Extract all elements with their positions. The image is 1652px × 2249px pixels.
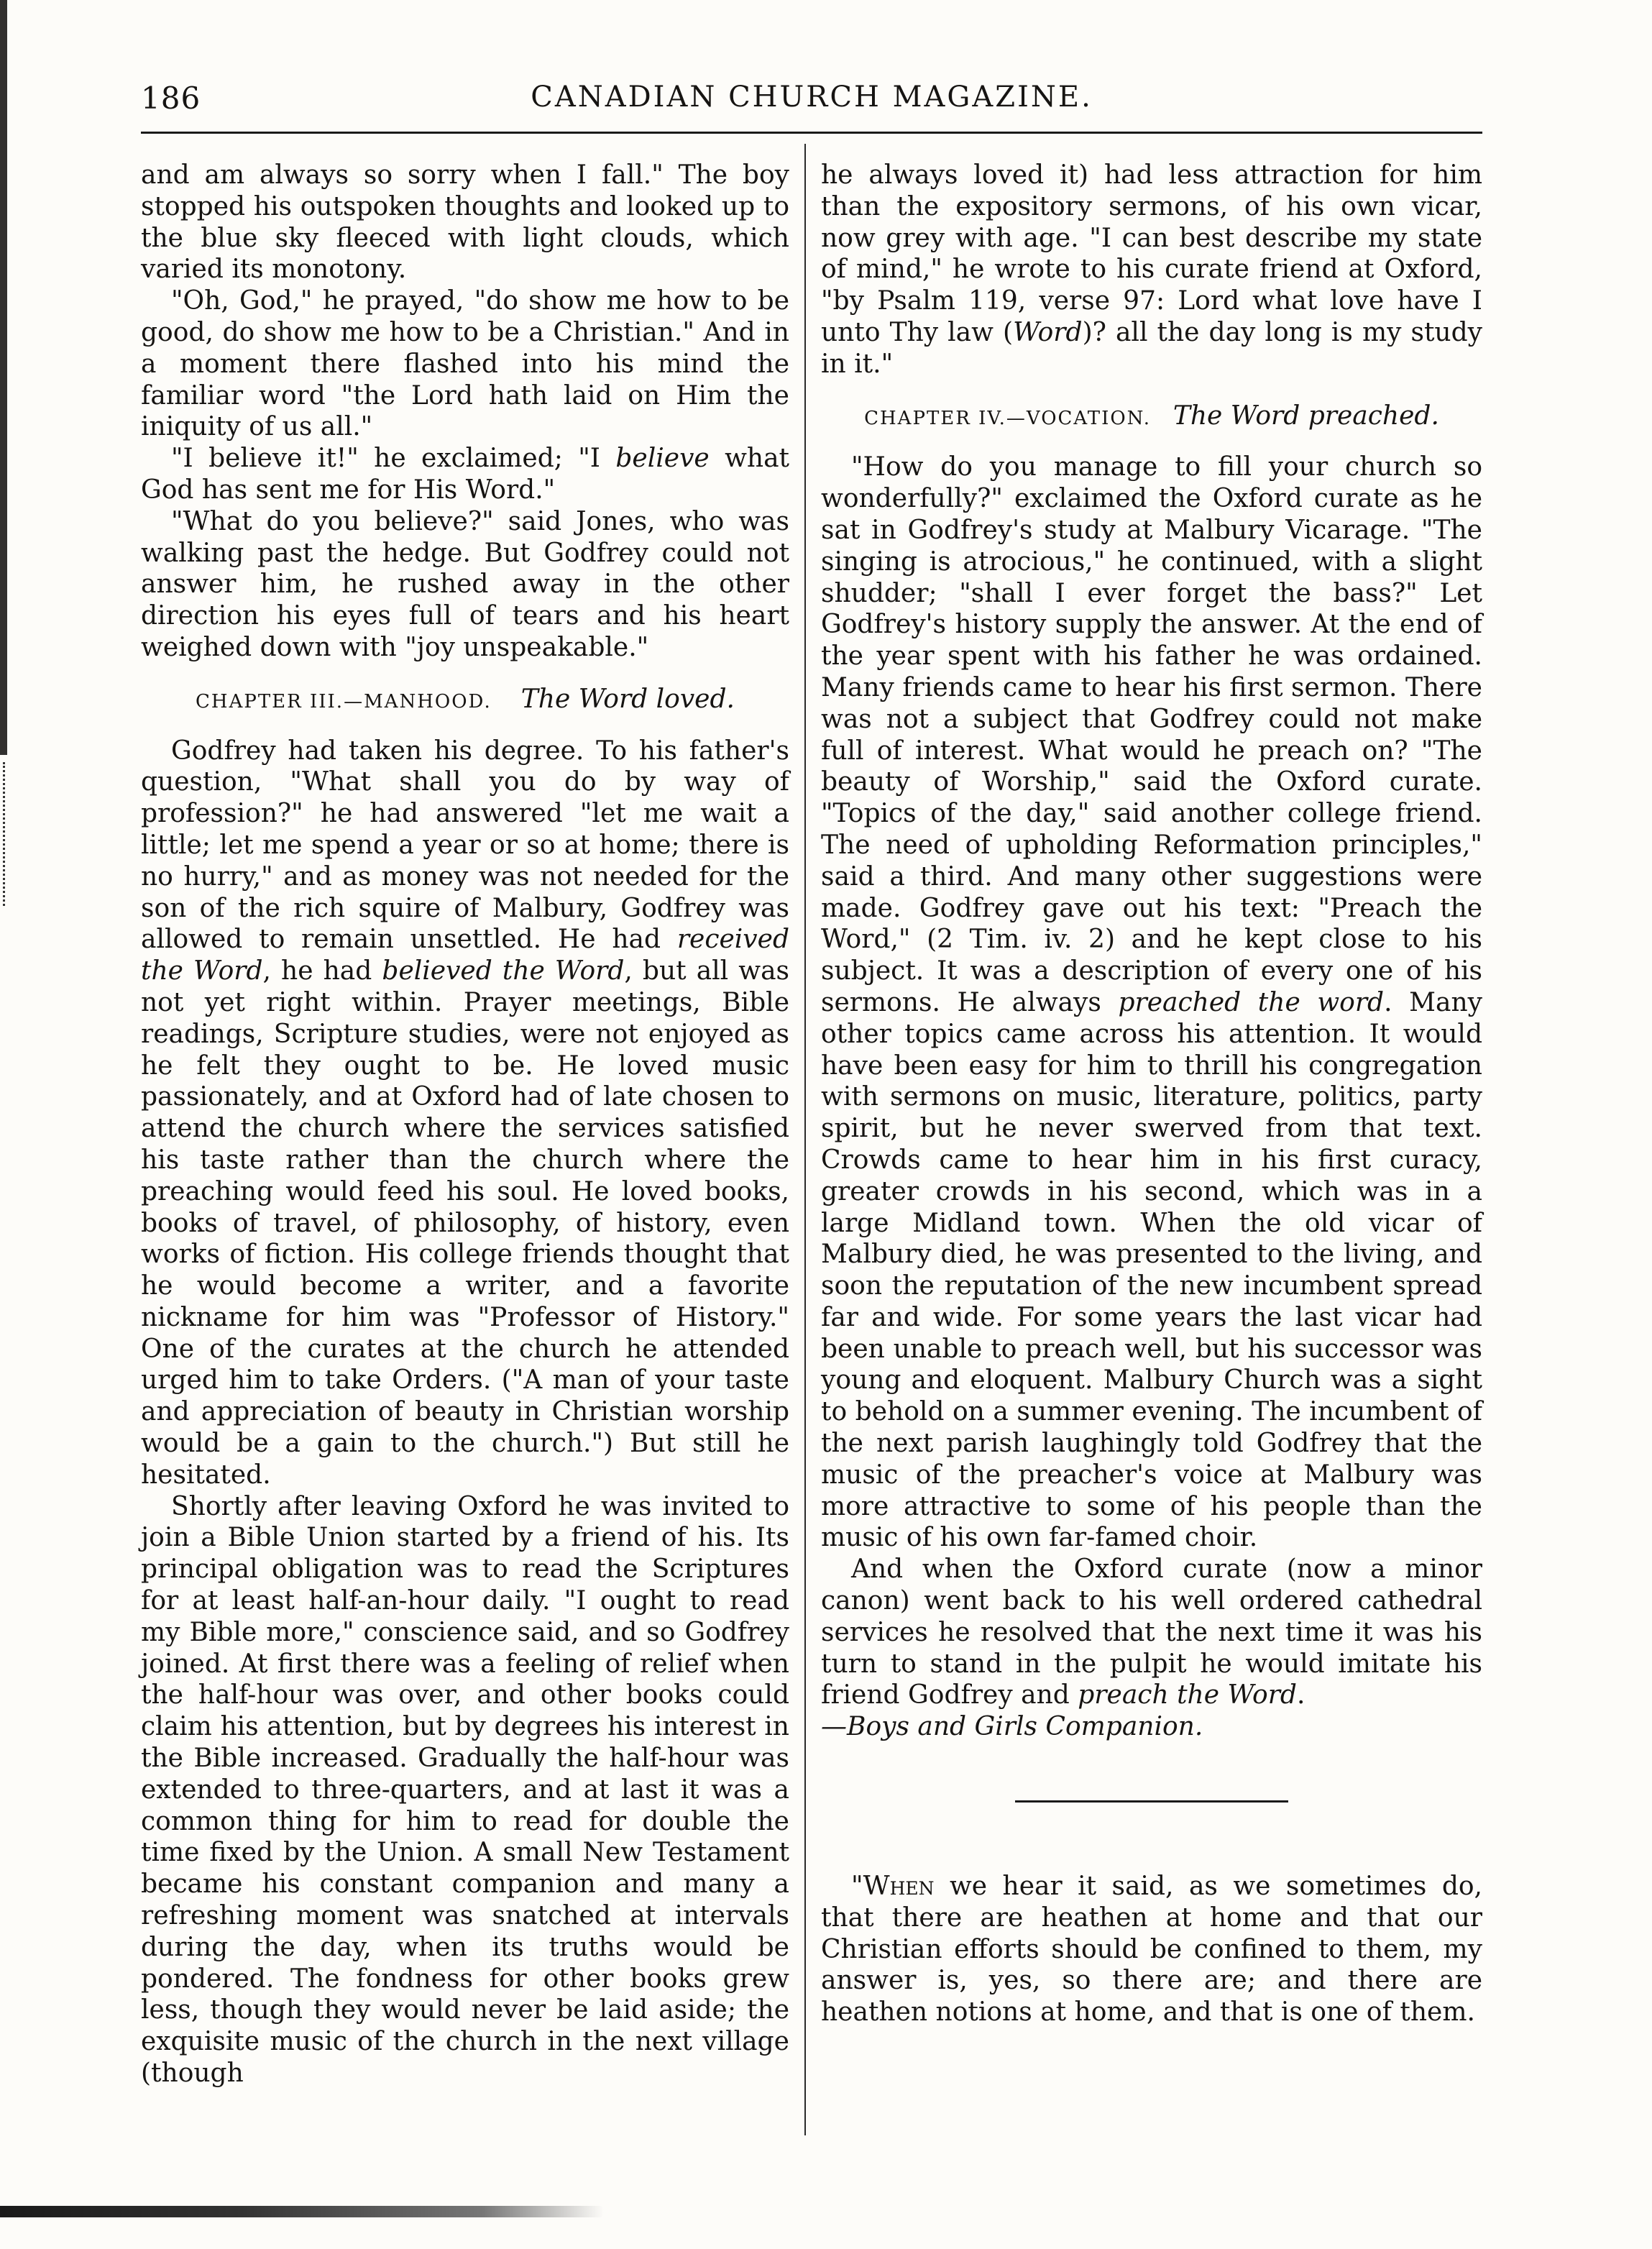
chapter-heading <box>141 684 789 718</box>
text-run: , he had <box>262 956 382 986</box>
paragraph <box>141 736 789 1491</box>
text-run: . Many other topics came across his attention. It would have been easy for him to thrill his congregation with sermons on music, literature, politics, party spirit, but he never swerved from that text. Crowds came to hear him in his first curacy, greater crowds in his second, which was in a large Midland town. When the old vicar of Malbury died, he was presented to the living, and soon the reputation of the new incumbent spread far and wide. For some years the last vicar had been unable to preach well, but his successor was young and eloquent. Malbury Church was a sight to behold on a summer evening. The incumbent of the next parish laughingly told Godfrey that the music of the preacher's voice at Malbury was more attractive to some of his people than the music of his own far-famed choir. <box>821 987 1483 1553</box>
text-run: "How do you manage to fill your church so wonderfully?" exclaimed the Oxford curate as he sat in Godfrey's study at Malbury Vicarage. "The singing is atrocious," he continued, with a slight shudder; "shall I ever forget the bass?" Let Godfrey's history supply the answer. At the end of the year spent with his father he was ordained. Many friends came to hear his first sermon. There was not a subject that Godfrey could not make full of interest. What would he preach on? "The beauty of Worship," said the Oxford curate. "Topics of the day," said another college friend. The need of upholding Reformation principles," said a third. And many other suggestions were made. Godfrey gave out his text: "Preach the Word," (2 Tim. iv. 2) and he kept close to his subject. It was a description of every one of his sermons. He always <box>821 452 1482 1017</box>
quote-mark: " <box>851 1872 863 1902</box>
text-run: And when the Oxford curate (now a minor canon) went back to his well ordered cathedral services he resolved that the next time it was his turn to stand in the pulpit he would imitate his friend Godfrey and <box>821 1554 1482 1710</box>
paragraph <box>821 160 1482 380</box>
page-edge-specks <box>3 762 8 906</box>
text-run: Godfrey had taken his degree. To his father's question, "What shall you do by way of profession?" he had answered "let me wait a little; let me spend a year or so at home; there is no hurry," and as money was not needed for the son of the rich squire of Malbury, Godfrey was allowed to remain unsettled. He had <box>141 736 789 955</box>
chapter-heading <box>821 400 1482 435</box>
paragraph: "What do you believe?" said Jones, who was walking past the hedge. But Godfrey could not answer him, he rushed away in the other direction his eyes full of tears and his heart weighed down with "joy unspeakable." <box>141 506 789 662</box>
source-credit-text: —Boys and Girls Companion. <box>821 1712 1203 1742</box>
emphasis: preach the Word <box>1078 1680 1297 1710</box>
column-divider <box>804 144 806 2135</box>
magazine-title: CANADIAN CHURCH MAGAZINE. <box>531 81 1093 114</box>
text-run: what God has sent me for His Word." <box>141 444 790 505</box>
paragraph <box>821 452 1482 1554</box>
emphasis: believe <box>615 444 710 474</box>
chapter-title: The Word preached. <box>1173 400 1439 431</box>
page-edge-shadow <box>0 0 7 755</box>
emphasis: received the Word <box>141 925 789 986</box>
chapter-title: The Word loved. <box>520 684 735 714</box>
text-run: we hear it said, as we sometimes do, that there are heathen at home and that our Christian efforts should be confined to them, my answer is, yes, so there are; and there are heathen notions at home, and that is one of them. <box>821 1872 1482 2028</box>
paragraph <box>821 1554 1482 1711</box>
paragraph <box>141 443 789 506</box>
paragraph: "Oh, God," he prayed, "do show me how to be good, do show me how to be a Christian." And in a moment there flashed into his mind the familiar word "the Lord hath laid on Him the iniquity of us all." <box>141 286 789 442</box>
section-rule <box>1015 1800 1288 1803</box>
paragraph: and am always so sorry when I fall." The boy stopped his outspoken thoughts and looked up to the blue sky fleeced with light clouds, which varied its monotony. <box>141 160 789 285</box>
page-number: 186 <box>141 81 201 116</box>
paragraph: Shortly after leaving Oxford he was invited to join a Bible Union started by a friend of his. Its principal obligation was to read the Scriptures for at least half-an-hour daily. "I ought to read my Bible more," conscience said, and so Godfrey joined. At first there was a feeling of relief when the half-hour was over, and other books could claim his attention, but by degrees his interest in the Bible increased. Gradually the half-hour was extended to three-quarters, and at last it was a common thing for him to read for double the time fixed by the Union. A small New Testament became his constant companion and many a refreshing moment was snatched at intervals during the day, when its truths would be pondered. The fondness for other books grew less, though they would never be laid aside; the exquisite music of the church in the next village (though <box>141 1491 789 2089</box>
text-run: , but all was not yet right within. Prayer meetings, Bible readings, Scripture studies, were not enjoyed as he felt they ought to be. He loved music passionately, and at Oxford had of late chosen to attend the church where the services satisfied his taste rather than the church where the preaching would feed his soul. He loved books, books of travel, of philosophy, of history, even works of fiction. His college friends thought that he would become a writer, and a favorite nickname for him was "Professor of History." One of the curates at the church he attended urged him to take Orders. ("A man of your taste and appreciation of beauty in Christian worship would be a gain to the church.") But still he hesitated. <box>141 956 790 1490</box>
text-run: "I believe it!" he exclaimed; "I <box>171 444 616 474</box>
page-header <box>141 81 1482 121</box>
left-column <box>141 160 789 2089</box>
text-run: . <box>1296 1680 1305 1710</box>
source-credit <box>821 1711 1482 1743</box>
right-column <box>821 160 1482 2028</box>
text-run: he always loved it) had less attraction for him than the expository sermons, of his own vicar, now grey with age. "I can best describe my state of mind," he wrote to his curate friend at Oxford, "by Psalm 119, verse 97: Lord what love have I unto Thy law ( <box>821 160 1482 347</box>
quote-paragraph <box>821 1871 1482 2028</box>
emphasis: believed the Word <box>382 956 625 986</box>
chapter-label: CHAPTER III.—MANHOOD. <box>196 690 492 713</box>
bottom-ink-smudge <box>0 2206 604 2217</box>
quote-lead-word: When <box>863 1872 935 1902</box>
emphasis: Word <box>1013 317 1083 347</box>
chapter-label: CHAPTER IV.—VOCATION. <box>864 407 1152 429</box>
header-rule <box>141 132 1482 134</box>
emphasis: preached the word <box>1118 987 1385 1017</box>
text-run: )? all the day long is my study in it." <box>821 317 1482 379</box>
